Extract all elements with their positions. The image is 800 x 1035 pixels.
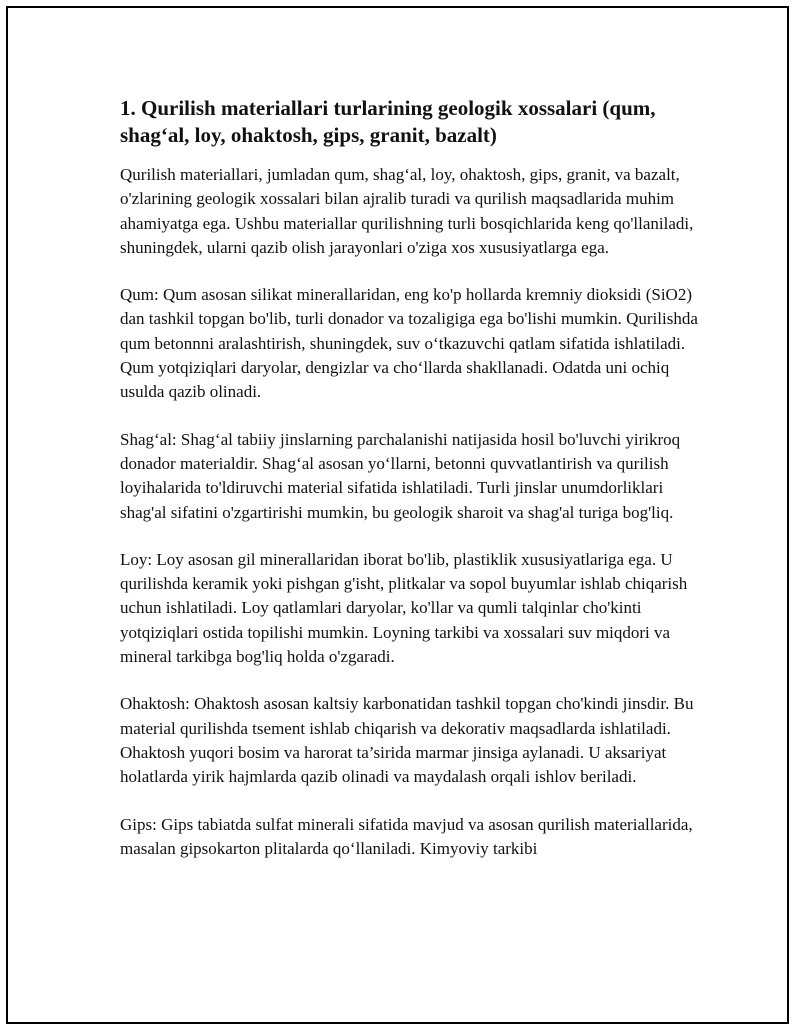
document-body	[120, 95, 700, 884]
page-frame	[6, 6, 789, 1024]
intro-paragraph: Qurilish materiallari, jumladan qum, shag‘al, loy, ohaktosh, gips, granit, va bazalt, o'zlarining geologik xossalari bilan ajralib turadi va qurilish maqsadlarida muhim ahamiyatga ega. Ushbu materiallar qurilishning turli bosqichlarida keng qo'llaniladi, shuningdek, ularni qazib olish jarayonlari o'ziga xos xususiyatlarga ega.	[120, 165, 694, 257]
loy-paragraph: Loy: Loy asosan gil minerallaridan iborat bo'lib, plastiklik xususiyatlariga ega. U qurilishda keramik yoki pishgan g'isht, plitkalar va sopol buyumlar ishlab chiqarish uchun ishlatiladi. Loy qatlamlari daryolar, ko'llar va qumli talqinlar cho'kinti yotqiziqlari ostida topilishi mumkin. Loyning tarkibi va xossalari suv miqdori va mineral tarkibga bog'liq holda o'zgaradi.	[120, 549, 688, 667]
ohaktosh-paragraph: Ohaktosh: Ohaktosh asosan kaltsiy karbonatidan tashkil topgan cho'kindi jinsdir. Bu material qurilishda tsement ishlab chiqarish va dekorativ maqsadlarda ishlatiladi. Ohaktosh yuqori bosim va harorat ta’sirida marmar jinsiga aylanadi. U aksariyat holatlarda yirik hajmlarda qazib olinadi va maydalash orqali ishlov beriladi.	[120, 694, 694, 787]
gips-paragraph: Gips: Gips tabiatda sulfat minerali sifatida mavjud va asosan qurilish materiallarida, masalan gipsokarton plitalarda qo‘llaniladi. Kimyoviy tarkibi	[120, 814, 693, 858]
shagal-paragraph: Shag‘al: Shag‘al tabiiy jinslarning parchalanishi natijasida hosil bo'luvchi yirikroq donador materialdir. Shag‘al asosan yo‘llarni, betonni quvvatlantirish va qurilish loyihalarida to'ldiruvchi material sifatida ishlatiladi. Turli jinslar unumdorliklari shag'al sifatini o'zgartirishi mumkin, bu geologik sharoit va shag'al turiga bog'liq.	[120, 429, 681, 522]
qum-paragraph: Qum: Qum asosan silikat minerallaridan, eng ko'p hollarda kremniy dioksidi (SiO2) dan tashkil topgan bo'lib, turli donador va tozaligiga ega bo'lishi mumkin. Qurilishda qum betonnni aralashtirish, shuningdek, suv o‘tkazuvchi qatlam sifatida ishlatiladi. Qum yotqiziqlari daryolar, dengizlar va cho‘llarda shakllanadi. Odatda uni ochiq usulda qazib olinadi.	[120, 285, 698, 402]
section-heading: 1. Qurilish materiallari turlarining geologik xossalari (qum, shag‘al, loy, ohaktosh, gips, granit, bazalt)	[120, 96, 656, 147]
